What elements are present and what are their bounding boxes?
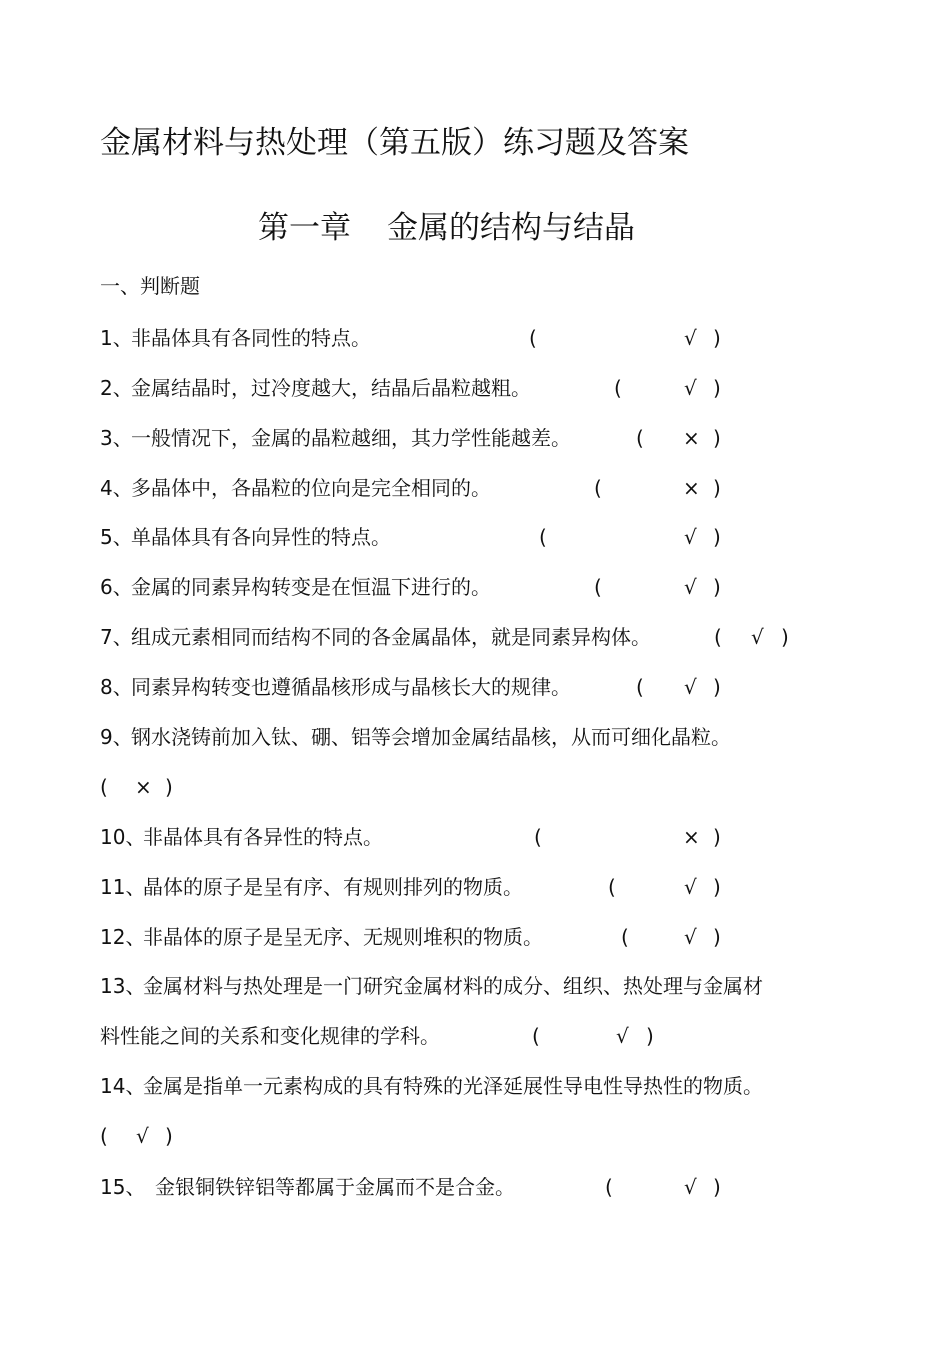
paren-open: ( (621, 925, 629, 949)
paren-close: ) (713, 675, 721, 699)
question-number: 12、 (100, 925, 146, 949)
paren-open: ( (539, 525, 547, 549)
answer-mark: × (683, 476, 700, 500)
paren-open: ( (714, 625, 722, 649)
question-number: 14、 (100, 1074, 146, 1098)
answer-mark: √ (684, 925, 697, 949)
question-text: 晶体的原子是呈有序、有规则排列的物质。 (143, 875, 523, 899)
answer-mark: √ (684, 1175, 697, 1199)
answer-mark: √ (684, 525, 697, 549)
question-number: 8、 (100, 675, 133, 699)
question-number: 7、 (100, 625, 133, 649)
answer-mark: √ (684, 675, 697, 699)
answer-mark: √ (684, 326, 697, 350)
section-heading: 一、判断题 (100, 274, 200, 298)
question-text: 钢水浇铸前加入钛、硼、铝等会增加金属结晶核，从而可细化晶粒。 (131, 725, 731, 749)
paren-close: ) (781, 625, 789, 649)
document-title: 金属材料与热处理（第五版）练习题及答案 (100, 125, 689, 161)
paren-close: ) (165, 1124, 173, 1148)
question-text: 一般情况下，金属的晶粒越细，其力学性能越差。 (131, 426, 571, 450)
question-number: 11、 (100, 875, 146, 899)
paren-close: ) (165, 775, 173, 799)
question-text: 金银铜铁锌铝等都属于金属而不是合金。 (155, 1175, 515, 1199)
chapter-name: 金属的结构与结晶 (387, 210, 635, 246)
paren-open: ( (100, 1124, 108, 1148)
question-number: 15、 (100, 1175, 146, 1199)
question-number: 4、 (100, 476, 133, 500)
question-number: 5、 (100, 525, 133, 549)
question-text: 多晶体中，各晶粒的位向是完全相同的。 (131, 476, 491, 500)
paren-close: ) (713, 1175, 721, 1199)
answer-mark: √ (751, 625, 764, 649)
paren-close: ) (713, 925, 721, 949)
paren-open: ( (608, 875, 616, 899)
question-text: 金属结晶时，过冷度越大，结晶后晶粒越粗。 (131, 376, 531, 400)
paren-open: ( (605, 1175, 613, 1199)
paren-open: ( (636, 675, 644, 699)
paren-open: ( (532, 1024, 540, 1048)
chapter-number: 第一章 (258, 210, 351, 246)
paren-open: ( (534, 825, 542, 849)
question-text-continuation: 料性能之间的关系和变化规律的学科。 (100, 1024, 440, 1048)
question-text: 非晶体具有各同性的特点。 (131, 326, 371, 350)
paren-close: ) (713, 575, 721, 599)
question-text: 金属材料与热处理是一门研究金属材料的成分、组织、热处理与金属材 (143, 974, 763, 998)
paren-close: ) (713, 376, 721, 400)
question-number: 3、 (100, 426, 133, 450)
paren-open: ( (100, 775, 108, 799)
question-number: 13、 (100, 974, 146, 998)
question-number: 1、 (100, 326, 133, 350)
question-number: 10、 (100, 825, 146, 849)
paren-open: ( (636, 426, 644, 450)
paren-open: ( (594, 476, 602, 500)
question-text: 非晶体的原子是呈无序、无规则堆积的物质。 (143, 925, 543, 949)
paren-close: ) (713, 825, 721, 849)
answer-mark: × (683, 426, 700, 450)
question-text: 同素异构转变也遵循晶核形成与晶核长大的规律。 (131, 675, 571, 699)
paren-close: ) (713, 525, 721, 549)
question-text: 组成元素相同而结构不同的各金属晶体，就是同素异构体。 (131, 625, 651, 649)
question-text: 金属的同素异构转变是在恒温下进行的。 (131, 575, 491, 599)
answer-mark: × (683, 825, 700, 849)
question-text: 金属是指单一元素构成的具有特殊的光泽延展性导电性导热性的物质。 (143, 1074, 763, 1098)
answer-mark: √ (684, 376, 697, 400)
answer-mark: √ (136, 1124, 149, 1148)
paren-open: ( (529, 326, 537, 350)
question-text: 单晶体具有各向异性的特点。 (131, 525, 391, 549)
paren-close: ) (713, 875, 721, 899)
paren-open: ( (614, 376, 622, 400)
paren-close: ) (713, 426, 721, 450)
paren-open: ( (594, 575, 602, 599)
paren-close: ) (646, 1024, 654, 1048)
chapter-heading (258, 210, 635, 246)
question-number: 6、 (100, 575, 133, 599)
question-number: 9、 (100, 725, 133, 749)
answer-mark: √ (684, 575, 697, 599)
question-text: 非晶体具有各异性的特点。 (143, 825, 383, 849)
answer-mark: × (135, 775, 152, 799)
answer-mark: √ (616, 1024, 629, 1048)
paren-close: ) (713, 326, 721, 350)
answer-mark: √ (684, 875, 697, 899)
paren-close: ) (713, 476, 721, 500)
question-number: 2、 (100, 376, 133, 400)
